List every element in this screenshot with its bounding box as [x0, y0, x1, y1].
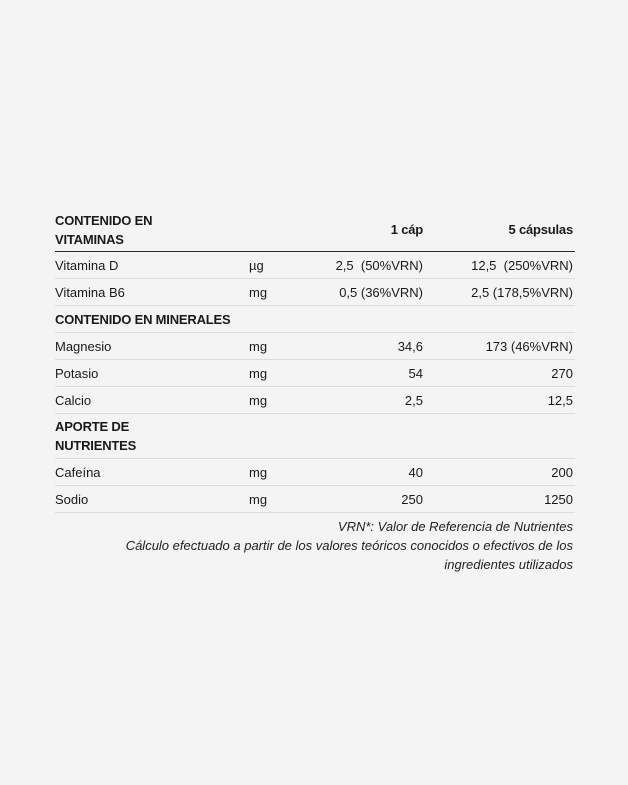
table-row-vitamina-b6 [55, 279, 575, 306]
value-five-capsules: 173 (46%VRN) [423, 333, 575, 360]
nutrients-section-title: APORTE DE NUTRIENTES [55, 419, 137, 453]
footnote-vrn: VRN*: Valor de Referencia de Nutrientes [337, 519, 573, 534]
value-one-capsule: 0,5 (36%VRN) [309, 279, 423, 306]
value-five-capsules: 200 [423, 459, 575, 486]
footnotes [55, 517, 575, 574]
value-five-capsules: 12,5 [423, 387, 575, 414]
nutrient-unit: mg [249, 360, 309, 387]
table-row-sodio [55, 486, 575, 513]
nutrient-name: Calcio [55, 387, 249, 414]
minerals-section-row [55, 306, 575, 333]
nutrient-unit: mg [249, 333, 309, 360]
nutrient-unit: mg [249, 486, 309, 513]
table-row-cafeina [55, 459, 575, 486]
value-five-capsules: 12,5 (250%VRN) [423, 252, 575, 279]
value-one-capsule: 34,6 [309, 333, 423, 360]
nutrient-unit: µg [249, 252, 309, 279]
nutrient-unit: mg [249, 459, 309, 486]
column-header-five-capsules: 5 cápsulas [423, 208, 575, 252]
minerals-section-title: CONTENIDO EN MINERALES [55, 306, 575, 333]
table-row-vitamina-d [55, 252, 575, 279]
nutrient-name: Vitamina D [55, 252, 249, 279]
nutrient-name: Potasio [55, 360, 249, 387]
value-five-capsules: 270 [423, 360, 575, 387]
value-one-capsule: 54 [309, 360, 423, 387]
nutrition-table [55, 208, 575, 513]
value-one-capsule: 2,5 [309, 387, 423, 414]
vitamins-section-title: CONTENIDO EN VITAMINAS [55, 208, 249, 252]
value-five-capsules: 2,5 (178,5%VRN) [423, 279, 575, 306]
footnote-calculation-cont: ingredientes utilizados [444, 557, 573, 572]
table-row-magnesio [55, 333, 575, 360]
nutrient-name: Sodio [55, 486, 249, 513]
nutrient-unit: mg [249, 279, 309, 306]
value-one-capsule: 250 [309, 486, 423, 513]
nutrients-section-row [55, 414, 575, 459]
footnote-calculation: Cálculo efectuado a partir de los valores teóricos conocidos o efectivos de los [125, 538, 573, 553]
table-header [55, 208, 575, 252]
value-one-capsule: 40 [309, 459, 423, 486]
nutrient-name: Cafeína [55, 459, 249, 486]
value-five-capsules: 1250 [423, 486, 575, 513]
nutrient-name: Magnesio [55, 333, 249, 360]
column-header-one-capsule: 1 cáp [309, 208, 423, 252]
nutrient-name: Vitamina B6 [55, 279, 249, 306]
nutrition-panel [55, 208, 575, 574]
value-one-capsule: 2,5 (50%VRN) [309, 252, 423, 279]
table-row-calcio [55, 387, 575, 414]
table-row-potasio [55, 360, 575, 387]
nutrient-unit: mg [249, 387, 309, 414]
